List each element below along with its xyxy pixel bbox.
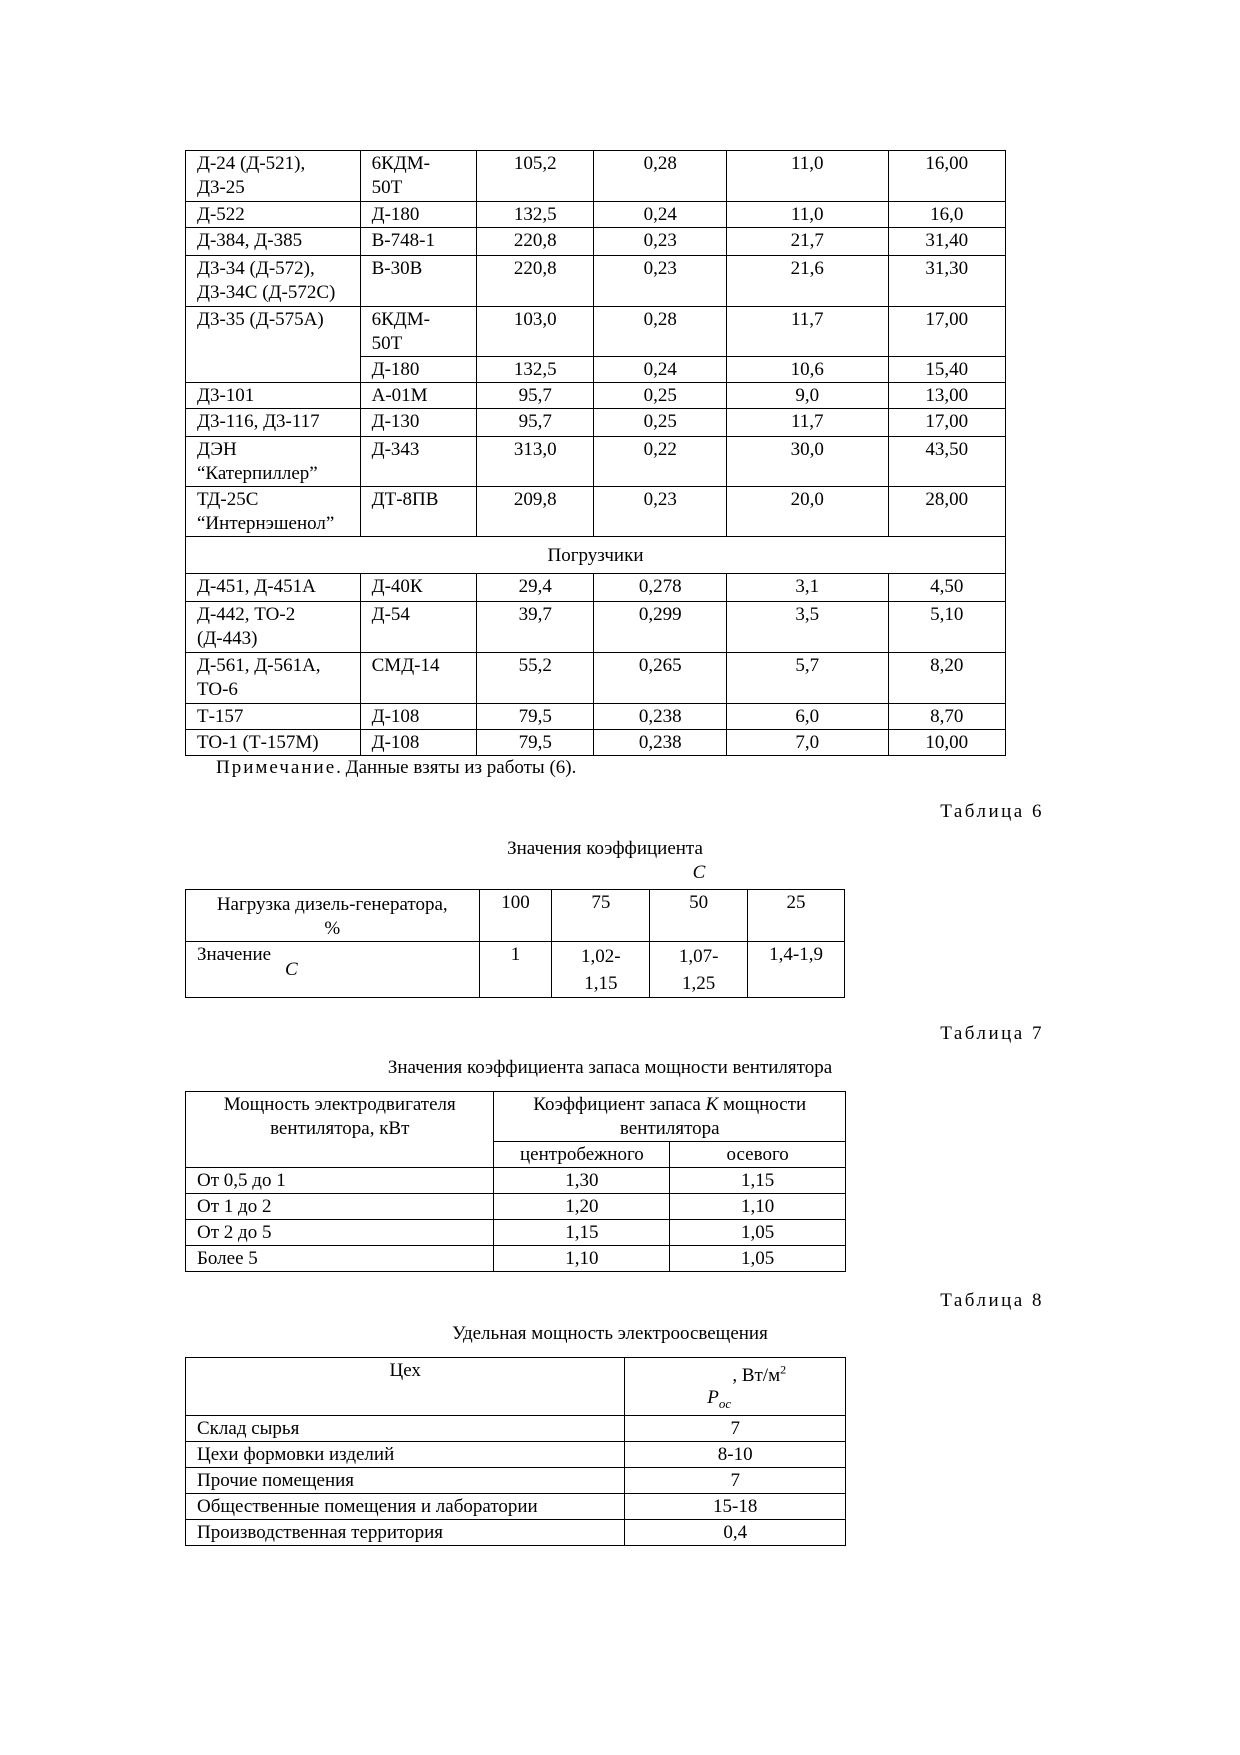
model-cell: ТО-1 (Т-157М) (186, 730, 361, 756)
value-cell: 17,00 (888, 307, 1005, 357)
engine-cell: 6КДМ- 50Т (360, 151, 476, 202)
engine-cell: Д-180 (360, 202, 476, 228)
c-coefficient-table (185, 889, 845, 998)
value-cell: 17,00 (888, 409, 1005, 437)
c-value-cell: 1 (479, 942, 552, 998)
table-row (186, 1494, 846, 1520)
value-cell: 0,238 (594, 730, 726, 756)
value-cell: 10,6 (726, 357, 888, 383)
p-os-symbol (707, 1387, 732, 1412)
value-cell: 8,70 (888, 704, 1005, 730)
value-cell: 0,299 (594, 602, 726, 653)
shop-cell: Производственная территория (186, 1520, 625, 1546)
value-cell: 28,00 (888, 487, 1005, 537)
value-cell: 21,6 (726, 256, 888, 307)
value-cell: 9,0 (726, 383, 888, 409)
power-value-cell: 7 (625, 1416, 846, 1442)
table-row (186, 1220, 846, 1246)
table8-number: Таблица 8 (940, 1290, 1044, 1311)
power-cell: От 1 до 2 (186, 1194, 494, 1220)
load-value-cell: 25 (748, 890, 845, 942)
reserve-header-text: Коэффициент запаса (533, 1094, 706, 1115)
value-cell: 43,50 (888, 437, 1005, 487)
engine-cell: Д-108 (360, 704, 476, 730)
value-cell: 16,00 (888, 151, 1005, 202)
power-value-cell: 7 (625, 1468, 846, 1494)
value-cell: 79,5 (477, 730, 594, 756)
table-header-row (186, 1092, 846, 1142)
lighting-power-table (185, 1357, 846, 1546)
table-row (186, 730, 1006, 756)
load-value-cell: 50 (650, 890, 748, 942)
table-header-row (186, 890, 845, 942)
value-cell: 3,5 (726, 602, 888, 653)
table-row (186, 437, 1006, 487)
value-cell: 0,22 (594, 437, 726, 487)
table-row (186, 704, 1006, 730)
note-text: . Данные взяты из работы (6). (336, 757, 577, 778)
model-cell: Д3-34 (Д-572), Д3-34С (Д-572С) (186, 256, 361, 307)
shop-header: Цех (186, 1358, 625, 1416)
engine-cell: Д-130 (360, 409, 476, 437)
model-cell: Д3-116, Д3-117 (186, 409, 361, 437)
value-cell: 95,7 (477, 409, 594, 437)
value-cell: 105,2 (477, 151, 594, 202)
value-cell: 79,5 (477, 704, 594, 730)
value-cell: 7,0 (726, 730, 888, 756)
model-cell: ТД-25С “Интернэшенол” (186, 487, 361, 537)
table-row (186, 383, 1006, 409)
table-row (186, 228, 1006, 256)
machines-table (185, 150, 1006, 756)
value-cell: 132,5 (477, 202, 594, 228)
engine-cell: Д-108 (360, 730, 476, 756)
load-header-cell: Нагрузка дизель-генератора, % (186, 890, 480, 942)
engine-cell: А-01М (360, 383, 476, 409)
model-cell: ДЭН “Катерпиллер” (186, 437, 361, 487)
value-cell: 0,23 (594, 256, 726, 307)
table-note (216, 756, 576, 780)
table6-title (480, 837, 730, 885)
unit-superscript: 2 (780, 1363, 787, 1377)
k-symbol: К (705, 1094, 719, 1115)
value-cell: 95,7 (477, 383, 594, 409)
shop-cell: Прочие помещения (186, 1468, 625, 1494)
value-cell: 0,25 (594, 383, 726, 409)
model-cell: Д-24 (Д-521), Д3-25 (186, 151, 361, 202)
axial-cell: 1,10 (670, 1194, 846, 1220)
fan-reserve-table-body (186, 1092, 846, 1272)
table-row (186, 151, 1006, 202)
value-cell: 29,4 (477, 574, 594, 602)
unit-label (732, 1365, 786, 1386)
table-row (186, 487, 1006, 537)
engine-cell: СМД-14 (360, 653, 476, 704)
engine-cell: Д-54 (360, 602, 476, 653)
value-cell: 11,7 (726, 409, 888, 437)
lighting-power-table-body (186, 1358, 846, 1546)
engine-cell: Д-343 (360, 437, 476, 487)
value-cell: 11,0 (726, 151, 888, 202)
value-cell: 11,7 (726, 307, 888, 357)
value-cell: 6,0 (726, 704, 888, 730)
table6-title-symbol: С (692, 862, 706, 883)
centrifugal-cell: 1,10 (494, 1246, 670, 1272)
table-row (186, 653, 1006, 704)
table-row (186, 307, 1006, 357)
axial-cell: 1,05 (670, 1220, 846, 1246)
value-cell: 10,00 (888, 730, 1005, 756)
table6-title-text: Значения коэффициента (507, 838, 703, 859)
value-cell: 21,7 (726, 228, 888, 256)
value-cell: 132,5 (477, 357, 594, 383)
p-symbol: P (707, 1387, 719, 1409)
model-cell: Д-561, Д-561А, ТО-6 (186, 653, 361, 704)
centrifugal-cell: 1,30 (494, 1168, 670, 1194)
c-value-cell: 1,4-1,9 (748, 942, 845, 998)
axial-cell: 1,05 (670, 1246, 846, 1272)
table-header-row (186, 1358, 846, 1416)
table8-title: Удельная мощность электроосвещения (452, 1323, 768, 1344)
power-cell: От 2 до 5 (186, 1220, 494, 1246)
value-cell: 3,1 (726, 574, 888, 602)
c-value-cell: 1,07- 1,25 (650, 942, 748, 998)
value-cell: 0,24 (594, 202, 726, 228)
model-cell: Д-522 (186, 202, 361, 228)
value-cell: 20,0 (726, 487, 888, 537)
value-cell: 0,23 (594, 487, 726, 537)
value-cell: 5,7 (726, 653, 888, 704)
centrifugal-cell: 1,15 (494, 1220, 670, 1246)
value-cell: 31,40 (888, 228, 1005, 256)
centrifugal-cell: 1,20 (494, 1194, 670, 1220)
shop-cell: Склад сырья (186, 1416, 625, 1442)
axial-header: осевого (670, 1142, 846, 1168)
c-value-label-cell (186, 942, 480, 998)
value-cell: 11,0 (726, 202, 888, 228)
model-cell: Д-384, Д-385 (186, 228, 361, 256)
os-subscript: ос (718, 1396, 732, 1412)
value-cell: 220,8 (477, 228, 594, 256)
power-value-cell: 0,4 (625, 1520, 846, 1546)
engine-cell: Д-40К (360, 574, 476, 602)
value-cell: 0,23 (594, 228, 726, 256)
power-value-cell: 15-18 (625, 1494, 846, 1520)
value-cell: 209,8 (477, 487, 594, 537)
value-cell: 15,40 (888, 357, 1005, 383)
value-cell: 0,265 (594, 653, 726, 704)
table-row (186, 1246, 846, 1272)
power-cell: От 0,5 до 1 (186, 1168, 494, 1194)
engine-cell: Д-180 (360, 357, 476, 383)
value-cell: 0,278 (594, 574, 726, 602)
table-row (186, 1168, 846, 1194)
centrifugal-header: центробежного (494, 1142, 670, 1168)
reserve-coefficient-header (494, 1092, 846, 1142)
specific-power-header (625, 1358, 846, 1416)
table-row (186, 1416, 846, 1442)
c-symbol: С (285, 959, 298, 980)
table-row (186, 1442, 846, 1468)
table-row (186, 409, 1006, 437)
engine-cell: ДТ-8ПВ (360, 487, 476, 537)
model-cell: Д3-101 (186, 383, 361, 409)
model-cell: Д-442, ТО-2 (Д-443) (186, 602, 361, 653)
table-row (186, 1468, 846, 1494)
fan-reserve-table (185, 1091, 846, 1272)
section-loaders-heading: Погрузчики (186, 537, 1006, 574)
machines-table-body (186, 151, 1006, 756)
table-row (186, 574, 1006, 602)
shop-cell: Цехи формовки изделий (186, 1442, 625, 1468)
value-cell: 16,0 (888, 202, 1005, 228)
value-cell: 4,50 (888, 574, 1005, 602)
model-cell: Д-451, Д-451А (186, 574, 361, 602)
table-row (186, 1520, 846, 1546)
engine-cell: 6КДМ- 50Т (360, 307, 476, 357)
value-cell: 39,7 (477, 602, 594, 653)
reserve-header-text-end: мощности вентилятора (619, 1094, 807, 1139)
unit-text: , Вт/м (732, 1365, 781, 1387)
table6-number: Таблица 6 (940, 801, 1044, 822)
value-cell: 31,30 (888, 256, 1005, 307)
engine-cell: В-748-1 (360, 228, 476, 256)
table-row (186, 256, 1006, 307)
engine-cell: В-30В (360, 256, 476, 307)
value-cell: 8,20 (888, 653, 1005, 704)
note-label: Примечание (216, 757, 337, 778)
motor-power-header: Мощность электродвигателя вентилятора, кВт (186, 1092, 494, 1168)
value-cell: 0,238 (594, 704, 726, 730)
table7-number: Таблица 7 (940, 1023, 1044, 1044)
power-value-cell: 8-10 (625, 1442, 846, 1468)
value-cell: 313,0 (477, 437, 594, 487)
value-cell: 0,24 (594, 357, 726, 383)
c-value-cell: 1,02- 1,15 (552, 942, 650, 998)
value-cell: 5,10 (888, 602, 1005, 653)
axial-cell: 1,15 (670, 1168, 846, 1194)
value-cell: 103,0 (477, 307, 594, 357)
model-cell: Т-157 (186, 704, 361, 730)
section-row (186, 537, 1006, 574)
table-row (186, 602, 1006, 653)
table-row (186, 1194, 846, 1220)
value-cell: 0,28 (594, 151, 726, 202)
value-cell: 13,00 (888, 383, 1005, 409)
model-cell: Д3-35 (Д-575А) (186, 307, 361, 383)
c-coefficient-table-body (186, 890, 845, 998)
value-cell: 220,8 (477, 256, 594, 307)
value-cell: 0,25 (594, 409, 726, 437)
value-cell: 30,0 (726, 437, 888, 487)
table7-title: Значения коэффициента запаса мощности вентилятора (387, 1057, 833, 1078)
table-row (186, 942, 845, 998)
c-value-label: Значение (197, 944, 272, 965)
power-cell: Более 5 (186, 1246, 494, 1272)
shop-cell: Общественные помещения и лаборатории (186, 1494, 625, 1520)
load-value-cell: 75 (552, 890, 650, 942)
load-value-cell: 100 (479, 890, 552, 942)
value-cell: 0,28 (594, 307, 726, 357)
table-row (186, 202, 1006, 228)
value-cell: 55,2 (477, 653, 594, 704)
